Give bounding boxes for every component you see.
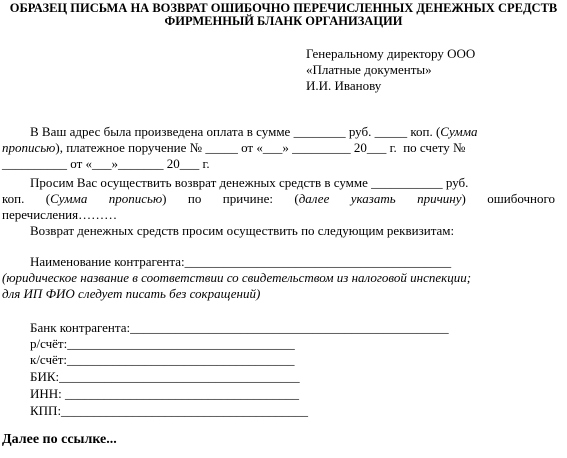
document-title-line-1: ОБРАЗЕЦ ПИСЬМА НА ВОЗВРАТ ОШИБОЧНО ПЕРЕЧИСЛЕННЫХ ДЕНЕЖНЫХ СРЕДСТВ [9,1,558,15]
paragraph-1-line-1-text: В Ваш адрес была произведена оплата в сумме ________ руб. _____ коп. ( [30,124,441,139]
bank-field: Банк контрагента:_________________________________________________ [30,320,449,335]
paragraph-2-line-2-b: Сумма прописью [50,191,163,206]
addressee-line-3: И.И. Иванову [306,78,382,93]
paragraph-2-line-2-c: ) по причине: ( [162,191,299,206]
paragraph-2-line-2-e: ) ошибочного [461,191,556,206]
paragraph-2-line-2 [2,191,555,207]
ks-account-field: к/счёт:___________________________________ [30,352,295,367]
paragraph-1-line-2 [2,140,465,156]
paragraph-1-line-1 [30,124,478,140]
paragraph-2-line-3: перечисления……… [2,207,118,222]
addressee-line-1: Генеральному директору ООО [306,46,476,61]
counterparty-note-line-1: (юридическое название в соответствии со свидетельством из налоговой инспекции; [2,270,472,285]
counterparty-name-field: Наименование контрагента:_________________________________________ [30,254,452,269]
document-title-line-2: ФИРМЕННЫЙ БЛАНК ОРГАНИЗАЦИИ [164,14,403,28]
inn-field: ИНН: ____________________________________ [30,386,300,401]
paragraph-1-line-2-italic: прописью [2,140,56,155]
paragraph-1-line-3: __________ от «___»_______ 20___ г. [2,156,210,171]
paragraph-2-line-2-a: коп. ( [2,191,51,206]
bik-field: БИК:_____________________________________ [30,369,300,384]
read-more-link[interactable]: Далее по ссылке... [2,432,117,447]
paragraph-2-line-1: Просим Вас осуществить возврат денежных средств в сумме ___________ руб. [30,175,469,190]
addressee-line-2: «Платные документы» [306,62,432,77]
paragraph-1-line-2-text: ), платежное поручение № _____ от «___» _________ 20___ г. по счету № [55,140,466,155]
paragraph-2-line-2-d: далее указать причину [298,191,462,206]
rs-account-field: р/счёт:___________________________________ [30,336,295,351]
paragraph-3: Возврат денежных средств просим осуществить по следующим реквизитам: [30,223,455,238]
kpp-field: КПП:______________________________________ [30,403,309,418]
paragraph-1-line-1-italic: Сумма [440,124,478,139]
counterparty-note-line-2: для ИП ФИО следует писать без сокращений) [2,286,261,301]
